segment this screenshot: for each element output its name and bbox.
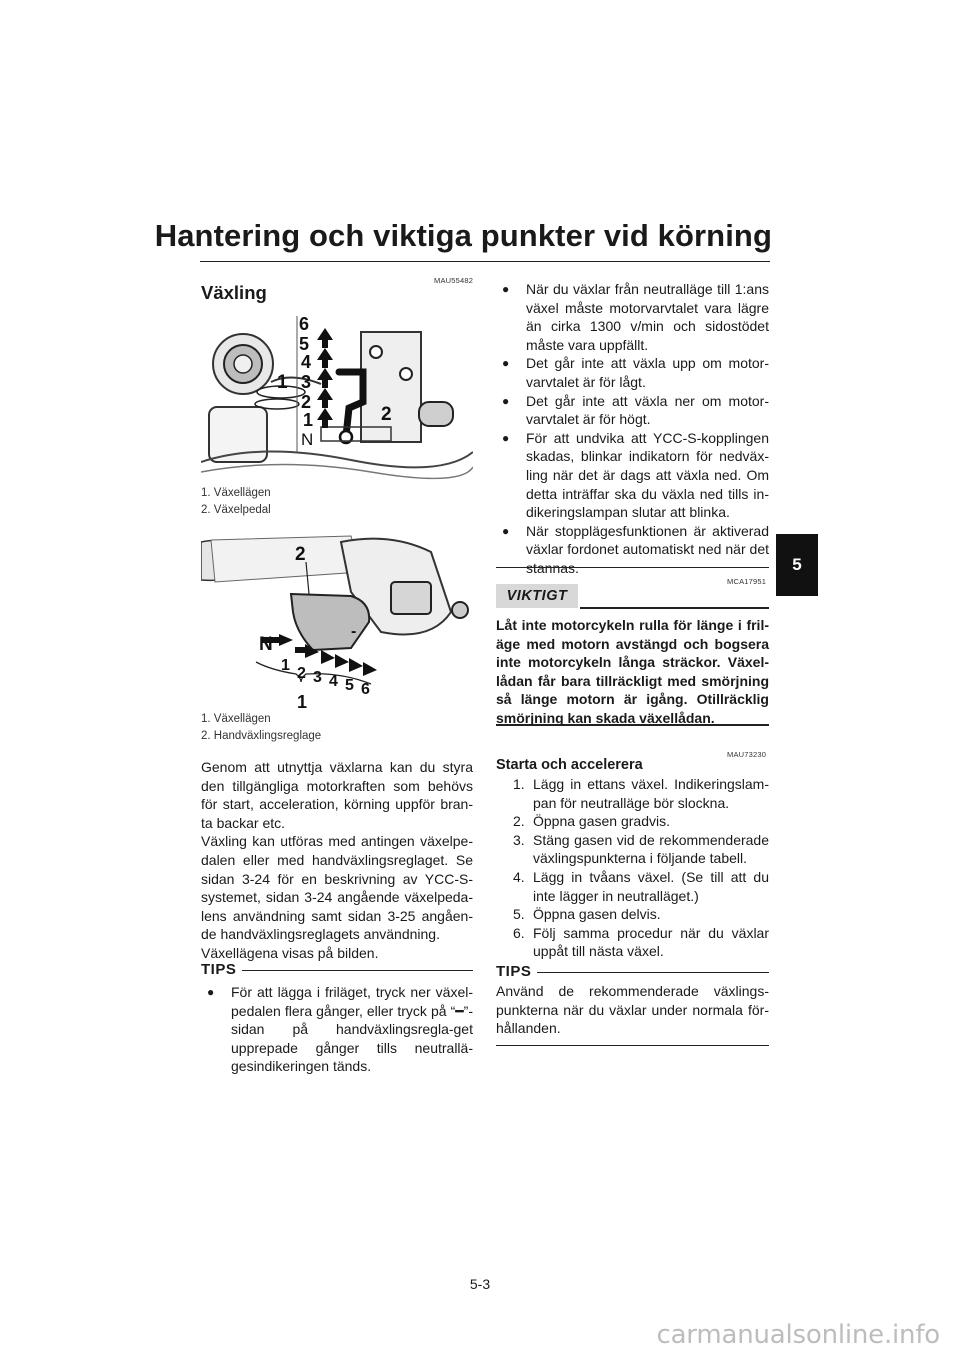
step-text: Följ samma procedur när du växlar uppåt till nästa växel.	[533, 924, 769, 960]
start-step	[496, 831, 769, 868]
step-number: 4.	[513, 868, 525, 885]
fig2-minus-sign: -	[351, 623, 357, 640]
tips2-rule-bottom	[496, 1045, 769, 1046]
fig2-callout-1: 1	[297, 692, 308, 710]
page-header-title: Hantering och viktiga punkter vid körning	[154, 218, 772, 253]
fig1-label-5: 5	[299, 334, 310, 354]
fig1-label-3: 3	[301, 372, 312, 392]
viktigt-rule-top	[496, 567, 769, 568]
gear-pedal-figure	[201, 312, 473, 484]
fig2-label-2: 2	[297, 665, 306, 682]
intro-paragraph-1: Genom att utnyttja växlarna kan du styra den tillgängliga motorkraften som behövs för start, acceleration, körning uppför bran-ta backar etc.	[201, 759, 473, 831]
fig1-label-1: 1	[303, 410, 314, 430]
fig2-callout-2: 2	[295, 544, 306, 565]
start-title: Starta och accelerera	[496, 757, 643, 773]
step-number: 2.	[513, 813, 525, 830]
fig1-label-6: 6	[299, 314, 310, 334]
fig2-caption-1: 1. Växellägen	[201, 713, 271, 725]
step-number: 1.	[513, 776, 525, 792]
viktigt-heading-rule	[580, 607, 769, 609]
step-number: 3.	[513, 831, 525, 848]
intro-paragraph-2: Växling kan utföras med antingen växelpe-dalen eller med handväxlingsreglaget. Se sidan 3-24 för en beskrivning av YCC-S-systemet, sidan 3-24 angående växelpeda-lens användning samt sidan 3-25 angåen-de handväxlingsreglagets användning.	[201, 833, 473, 943]
shift-note-item: ● För att undvika att YCC-S-kopplingen skadas, blinkar indikatorn för nedväx-ling när det är dags att växla ned. Om detta inträffar ska du växla ned tills in-dikeringslampan slutar att blinka.	[496, 429, 769, 522]
site-watermark[interactable]: carmanualsonline.info	[656, 1320, 940, 1350]
shift-note-item: ● När du växlar från neutralläge till 1:ans växel måste motorvarvtalet vara lägre än cirka 1300 v/min och sidostödet måste vara uppfällt.	[496, 280, 769, 354]
step-number: 5.	[513, 906, 525, 923]
step-text: Stäng gasen vid de rekommenderade växlingspunkterna i följande tabell.	[533, 831, 769, 867]
shift-note-item: ● Det går inte att växla upp om motor-varvtalet är för lågt.	[496, 354, 769, 391]
fig1-label-n: N	[301, 430, 314, 449]
start-step	[496, 924, 769, 961]
step-text: Lägg in ettans växel. Indikeringslam-pan för neutralläge bör slockna.	[533, 776, 769, 811]
header-divider	[200, 261, 770, 262]
viktigt-text: Låt inte motorcykeln rulla för länge i fril-äge med motorn avstängd och bogsera inte motorcykeln långa sträckor. Växel-lådan får bara tillräckligt med smörjning så länge motorn är igång. Otillräcklig smörjning kan skada växellådan.	[496, 617, 769, 726]
start-code: MAU73230	[727, 750, 767, 759]
step-text: Öppna gasen gradvis.	[533, 813, 670, 830]
step-number: 6.	[513, 924, 525, 941]
start-steps	[496, 775, 769, 961]
start-step	[496, 905, 769, 924]
tips-heading: TIPS	[201, 961, 242, 978]
tips-list	[201, 983, 473, 1076]
fig1-label-4: 4	[301, 352, 312, 372]
tips2-text: Använd de rekommenderade växlings-punkterna när du växlar under normala för-hållanden.	[496, 983, 769, 1037]
shift-note-item: ● När stopplägesfunktionen är aktiverad växlar fordonet automatiskt ned när det stannas.	[496, 522, 769, 578]
start-step	[496, 775, 769, 812]
shift-note-item: ● Det går inte att växla ner om motor-varvtalet är för högt.	[496, 392, 769, 429]
fig2-label-3: 3	[313, 669, 322, 686]
fig2-label-1: 1	[281, 657, 290, 674]
section-title: Växling	[201, 282, 267, 303]
fig2-label-n: N	[259, 634, 273, 655]
fig1-label-2: 2	[301, 392, 312, 412]
fig2-label-4: 4	[329, 673, 338, 690]
intro-text	[201, 758, 473, 963]
viktigt-rule-bottom	[496, 724, 769, 726]
page-number: 5-3	[469, 1276, 491, 1292]
section-code: MAU55482	[434, 276, 474, 285]
fig2-label-6: 6	[361, 681, 370, 698]
fig2-caption-2: 2. Handväxlingsreglage	[201, 730, 322, 742]
fig1-caption-1: 1. Växellägen	[201, 487, 271, 499]
fig2-label-5: 5	[345, 677, 354, 694]
chapter-tab[interactable]: 5	[776, 534, 818, 596]
shift-notes-list	[496, 280, 769, 578]
fig1-callout-1: 1	[277, 372, 288, 393]
intro-paragraph-3: Växellägena visas på bilden.	[201, 944, 379, 961]
viktigt-heading: VIKTIGT	[496, 584, 578, 608]
fig1-caption-2: 2. Växelpedal	[201, 504, 271, 516]
tips2-heading: TIPS	[496, 963, 537, 980]
viktigt-code: MCA17951	[727, 577, 767, 586]
hand-shifter-figure	[201, 532, 473, 710]
step-text: Öppna gasen delvis.	[533, 906, 661, 923]
tips-item: ● För att lägga i friläget, tryck ner växel-pedalen flera gånger, eller tryck på “━”-sidan på handväxlingsregla-get upprepade gånger tills neutrallä-gesindikeringen tänds.	[201, 983, 473, 1076]
start-step	[496, 868, 769, 905]
step-text: Lägg in tvåans växel. (Se till att du inte lägger in neutralläget.)	[533, 868, 769, 904]
fig1-callout-2: 2	[381, 404, 392, 425]
start-step	[496, 812, 769, 831]
